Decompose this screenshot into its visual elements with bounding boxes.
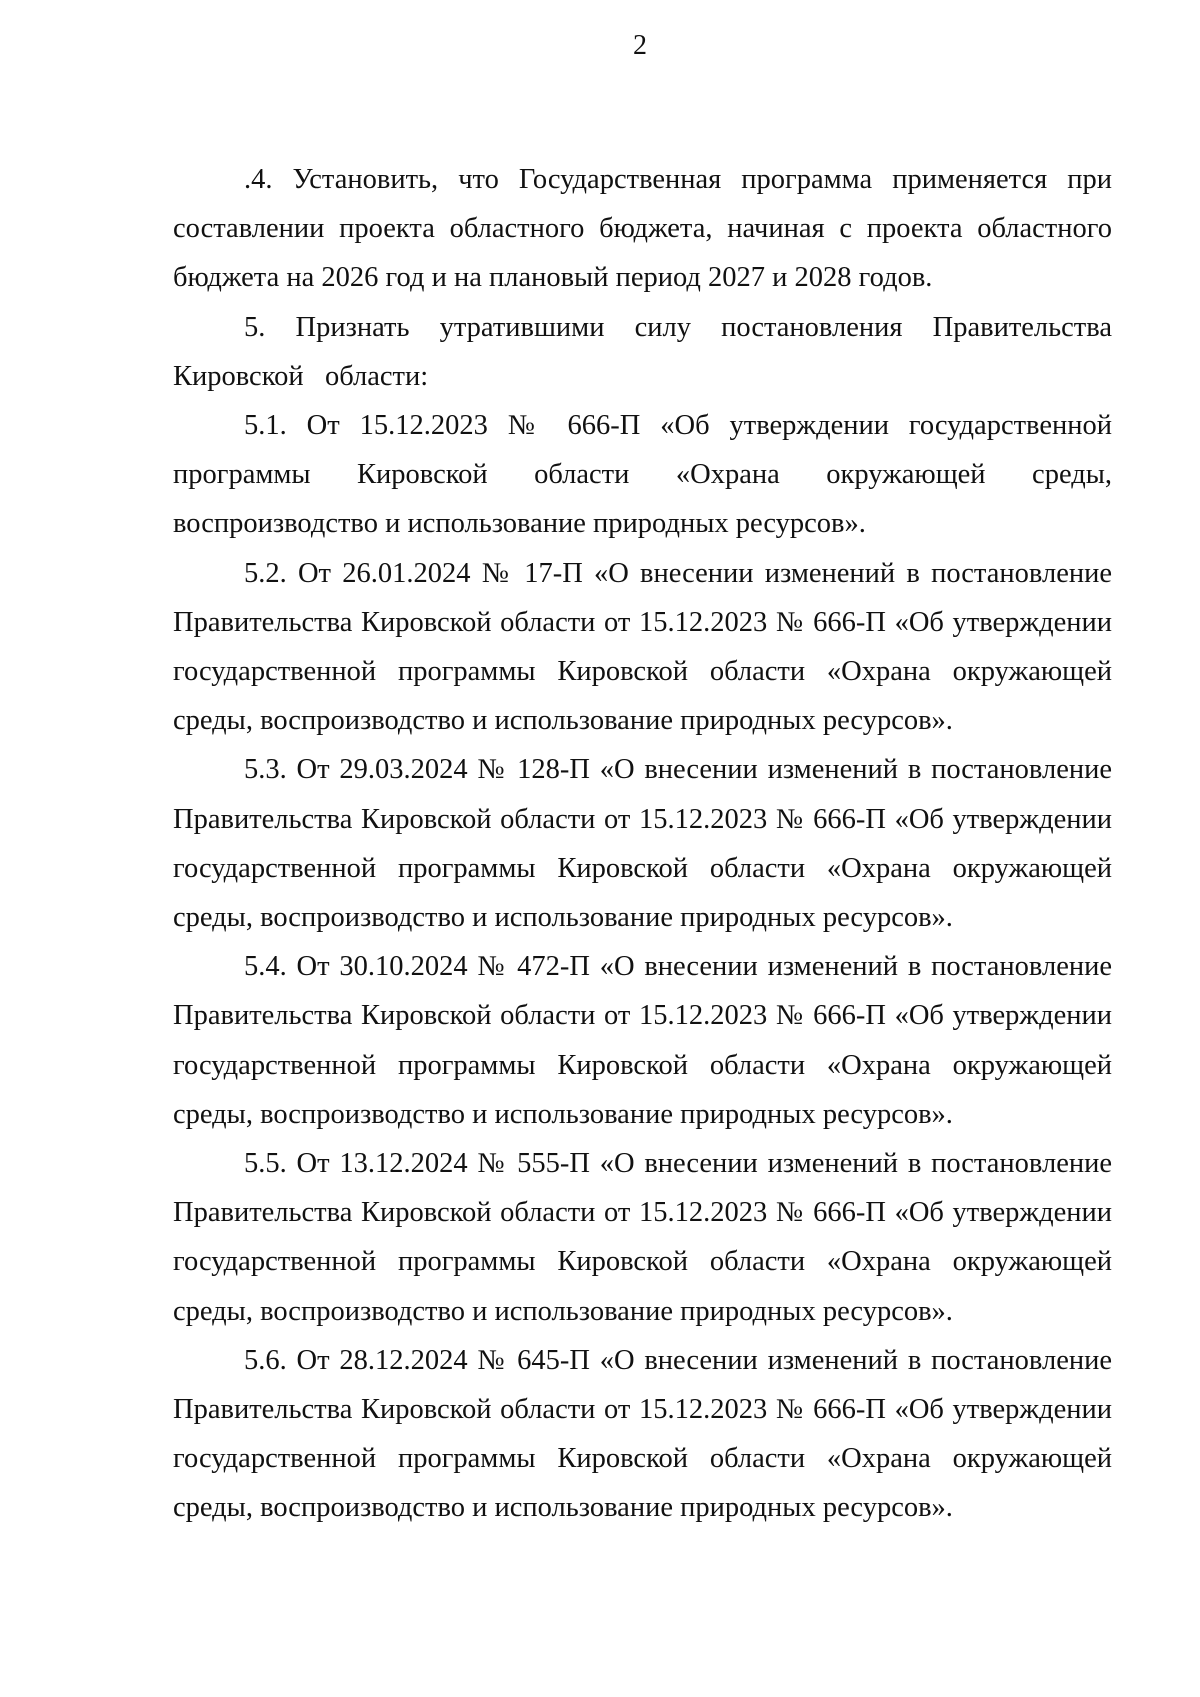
paragraph-5: 5. Признать утратившими силу постановления Правительства Кировской области: [173,311,1112,392]
paragraph-5-5: 5.5. От 13.12.2024 № 555-П «О внесении изменений в постановление Правительства Кировской области от 15.12.2023 № 666-П «Об утверждении государственной программы Кировской области «Охрана окружающей среды, воспроизводство и использование природных ресурсов». [173,1148,1112,1327]
page-number: 2 [633,30,647,61]
paragraph-5-2: 5.2. От 26.01.2024 № 17-П «О внесении изменений в постановление Правительства Кировской области от 15.12.2023 № 666-П «Об утверждении государственной программы Кировской области «Охрана окружающей среды, воспроизводство и использование природных ресурсов». [173,557,1112,737]
paragraph-5-3: 5.3. От 29.03.2024 № 128-П «О внесении изменений в постановление Правительства Кировской области от 15.12.2023 № 666-П «Об утверждении государственной программы Кировской области «Охрана окружающей среды, воспроизводство и использование природных ресурсов». [173,754,1112,934]
document-body [173,155,1112,1533]
paragraph-5-6: 5.6. От 28.12.2024 № 645-П «О внесении изменений в постановление Правительства Кировской области от 15.12.2023 № 666-П «Об утверждении государственной программы Кировской области «Охрана окружающей среды, воспроизводство и использование природных ресурсов». [173,1344,1112,1524]
paragraph-5-4: 5.4. От 30.10.2024 № 472-П «О внесении изменений в постановление Правительства Кировской области от 15.12.2023 № 666-П «Об утверждении государственной программы Кировской области «Охрана окружающей среды, воспроизводство и использование природных ресурсов». [173,951,1112,1130]
paragraph-5-1: 5.1. От 15.12.2023 № 666-П «Об утверждении государственной программы Кировской области «Охрана окружающей среды, воспроизводство и использование природных ресурсов». [173,410,1112,540]
paragraph-4: .4. Установить, что Государственная программа применяется при составлении проекта областного бюджета, начиная с проекта областного бюджета на 2026 год и на плановый период 2027 и 2028 годов. [173,164,1112,294]
